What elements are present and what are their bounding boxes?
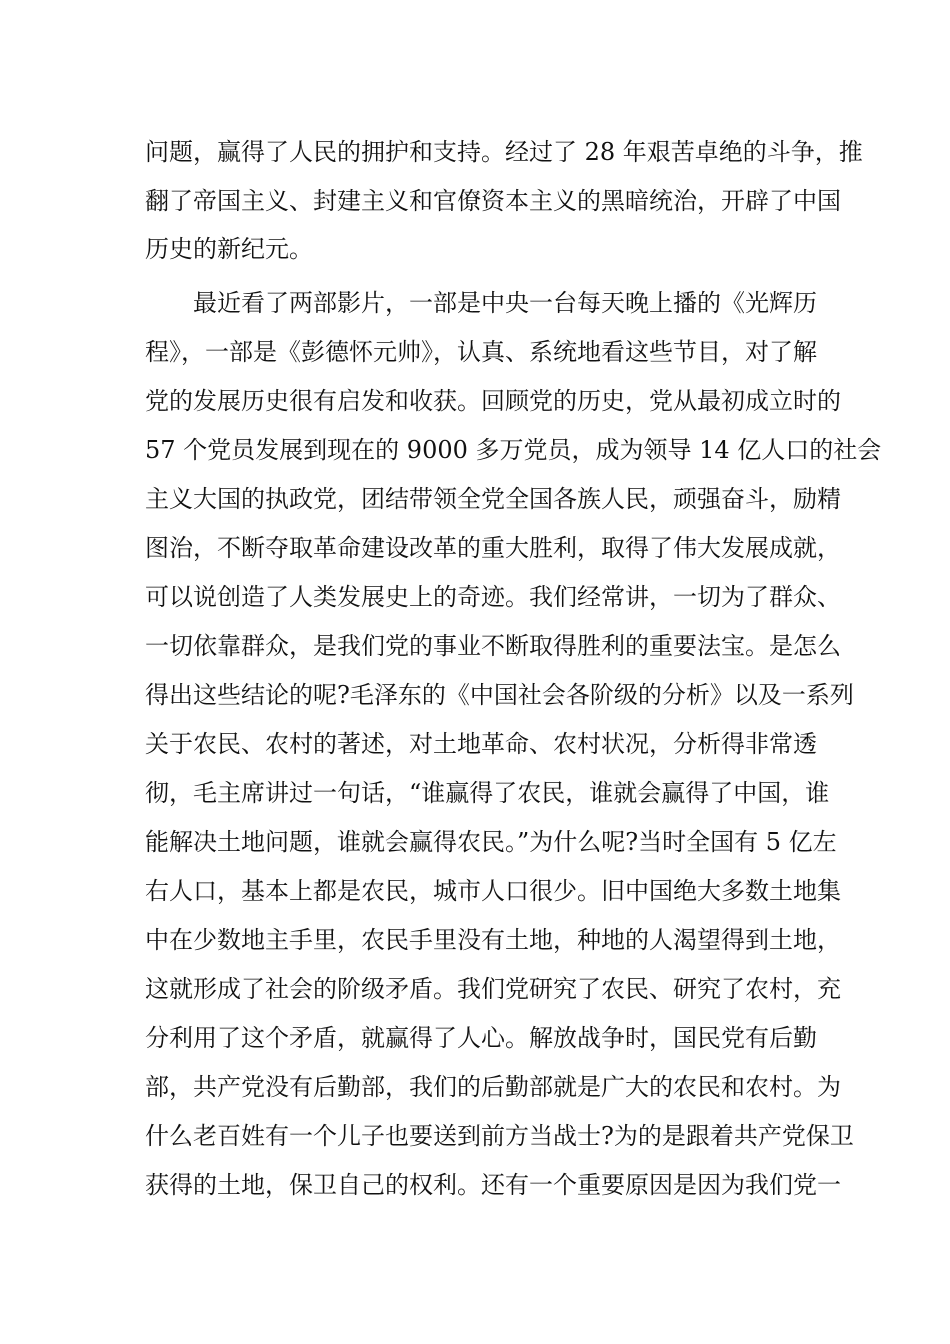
paragraph-first-line: 最近看了两部影片，一部是中央一台每天晚上播的《光辉历 xyxy=(193,289,817,317)
text-line: 什么老百姓有一个儿子也要送到前方当战士?为的是跟着共产党保卫 xyxy=(145,1122,854,1150)
text-line: 中在少数地主手里，农民手里没有土地，种地的人渴望得到土地， xyxy=(145,926,841,954)
text-line: 获得的土地，保卫自己的权利。还有一个重要原因是因为我们党一 xyxy=(145,1171,841,1199)
text-line: 主义大国的执政党，团结带领全党全国各族人民，顽强奋斗，励精 xyxy=(145,485,841,513)
text-line: 彻，毛主席讲过一句话，“谁赢得了农民，谁就会赢得了中国，谁 xyxy=(145,779,830,807)
text-line: 一切依靠群众，是我们党的事业不断取得胜利的重要法宝。是怎么 xyxy=(145,632,841,660)
text-line: 能解决土地问题，谁就会赢得农民。”为什么呢?当时全国有 5 亿左 xyxy=(145,828,837,856)
text-line: 党的发展历史很有启发和收获。回顾党的历史，党从最初成立时的 xyxy=(145,387,841,415)
text-line: 右人口，基本上都是农民，城市人口很少。旧中国绝大多数土地集 xyxy=(145,877,841,905)
text-line: 部，共产党没有后勤部，我们的后勤部就是广大的农民和农村。为 xyxy=(145,1073,841,1101)
text-line: 分利用了这个矛盾，就赢得了人心。解放战争时，国民党有后勤 xyxy=(145,1024,817,1052)
text-line: 得出这些结论的呢?毛泽东的《中国社会各阶级的分析》以及一系列 xyxy=(145,681,854,709)
text-line: 问题，赢得了人民的拥护和支持。经过了 28 年艰苦卓绝的斗争，推 xyxy=(145,138,863,166)
text-line: 可以说创造了人类发展史上的奇迹。我们经常讲，一切为了群众、 xyxy=(145,583,841,611)
text-line: 57 个党员发展到现在的 9000 多万党员，成为领导 14 亿人口的社会 xyxy=(145,436,882,464)
text-line: 程》，一部是《彭德怀元帅》，认真、系统地看这些节目，对了解 xyxy=(145,338,817,366)
text-line: 这就形成了社会的阶级矛盾。我们党研究了农民、研究了农村，充 xyxy=(145,975,841,1003)
text-line: 翻了帝国主义、封建主义和官僚资本主义的黑暗统治，开辟了中国 xyxy=(145,187,841,215)
text-line: 图治，不断夺取革命建设改革的重大胜利，取得了伟大发展成就， xyxy=(145,534,841,562)
text-line: 关于农民、农村的著述，对土地革命、农村状况，分析得非常透 xyxy=(145,730,817,758)
text-line: 历史的新纪元。 xyxy=(145,235,313,263)
